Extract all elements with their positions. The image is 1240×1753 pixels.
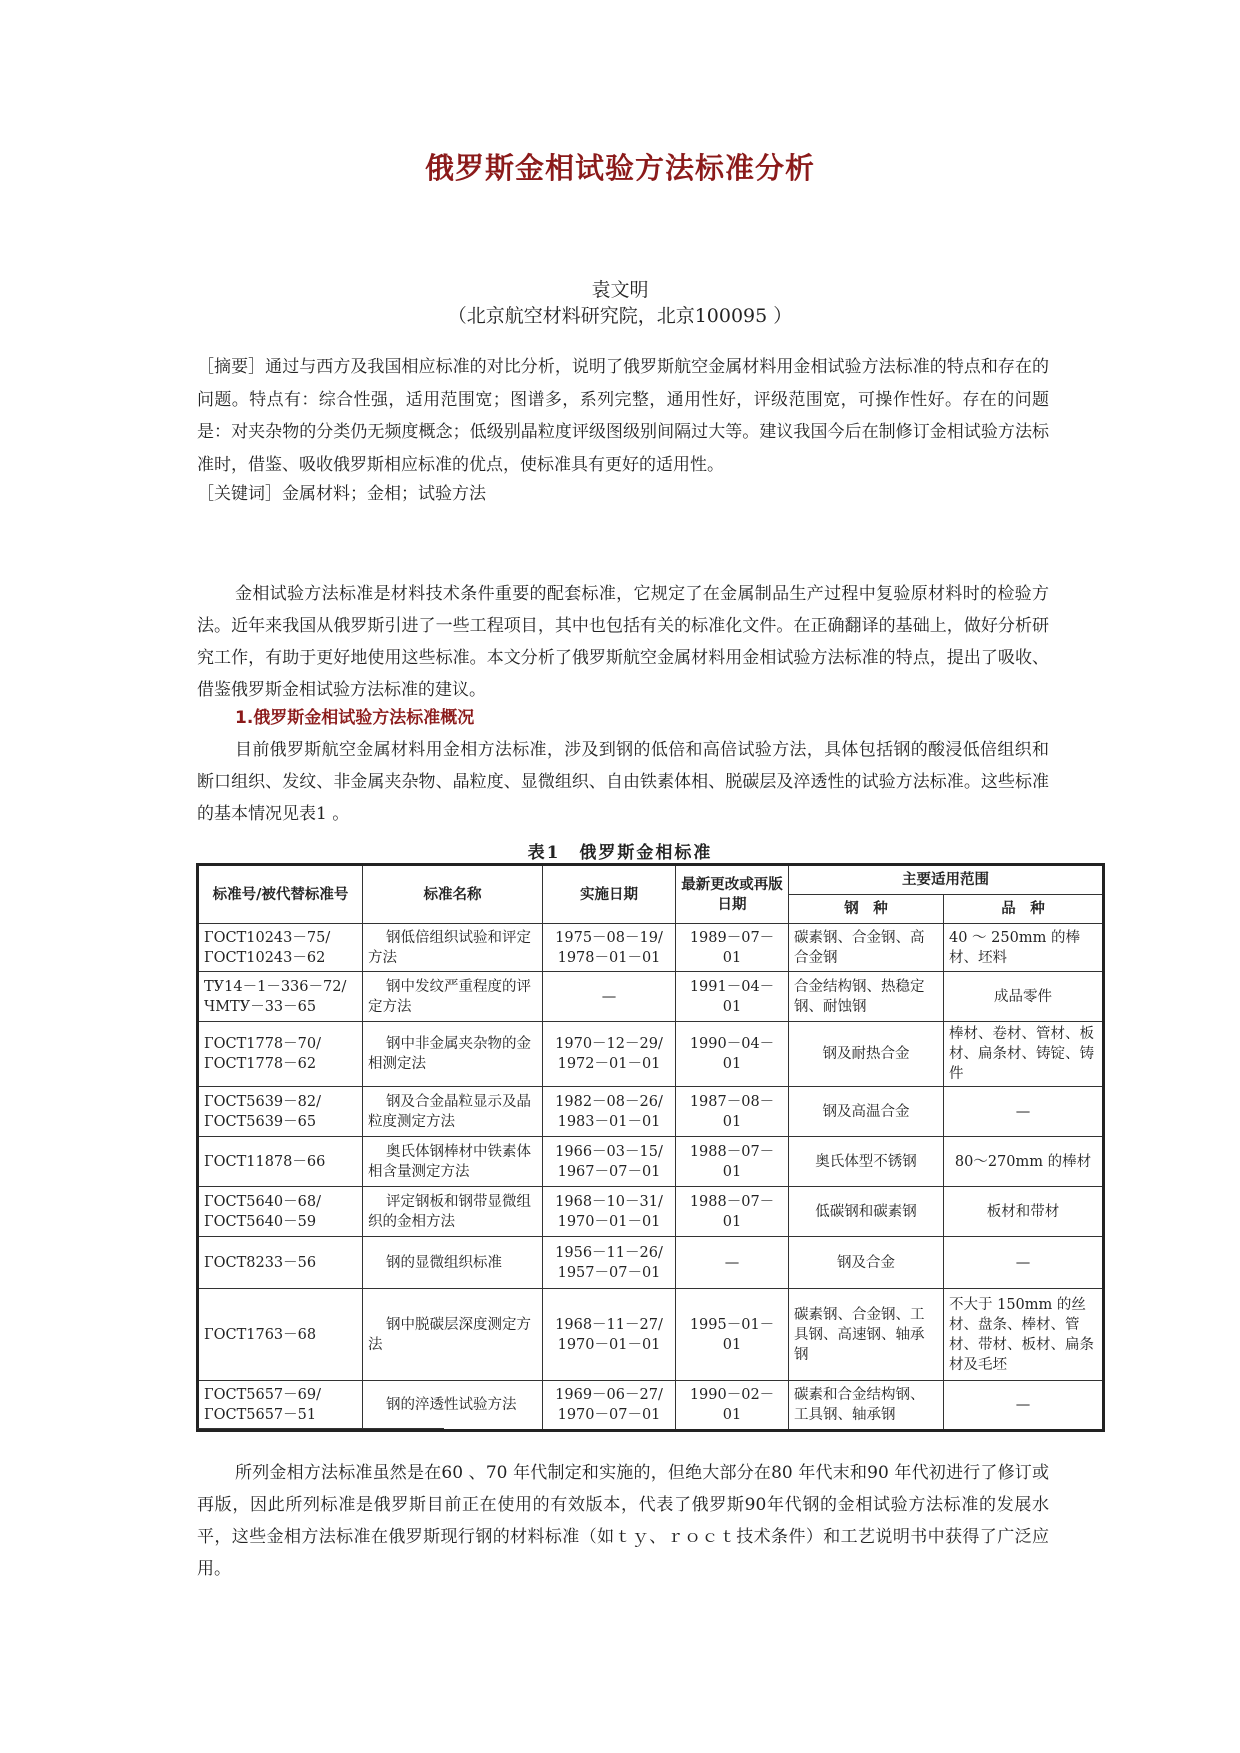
cell-date: —: [543, 972, 676, 1022]
cell-steel: 碳素钢、合金钢、高合金钢: [789, 924, 944, 972]
cell-revision: 1988－07－01: [676, 1137, 789, 1187]
cell-revision: 1990－02－01: [676, 1381, 789, 1431]
header-standard: 标准号/被代替标准号: [198, 865, 363, 924]
cell-standard: ТУ14－1－336－72/ ЧМТУ－33－65: [198, 972, 363, 1022]
cell-product: 不大于 150mm 的丝材、盘条、棒材、管材、带材、板材、扁条材及毛坯: [944, 1289, 1104, 1381]
cell-revision: 1987－08－01: [676, 1087, 789, 1137]
cell-revision: 1988－07－01: [676, 1187, 789, 1237]
cell-date: 1982－08－26/ 1983－01－01: [543, 1087, 676, 1137]
cell-standard: ГОСТ10243－75/ ГОСТ10243－62: [198, 924, 363, 972]
cell-name: 钢中发纹严重程度的评定方法: [363, 972, 543, 1022]
table-row: [198, 1137, 1104, 1187]
cell-standard: ГОСТ11878－66: [198, 1137, 363, 1187]
paragraph-overview: 目前俄罗斯航空金属材料用金相方法标准，涉及到钢的低倍和高倍试验方法，具体包括钢的酸浸低倍组织和断口组织、发纹、非金属夹杂物、晶粒度、显微组织、自由铁素体相、脱碳层及淬透性的试验方法标准。这些标准的基本情况见表1 。: [197, 740, 1049, 824]
author: 袁文明: [591, 279, 649, 301]
cell-steel: 碳素和合金结构钢、工具钢、轴承钢: [789, 1381, 944, 1431]
page-title: 俄罗斯金相试验方法标准分析: [424, 151, 815, 185]
cell-name: 钢的显微组织标准: [363, 1237, 543, 1289]
cell-standard: ГОСТ5640－68/ ГОСТ5640－59: [198, 1187, 363, 1237]
header-scope: 主要适用范围: [789, 865, 1104, 895]
cell-product: 40 ～ 250mm 的棒材、坯料: [944, 924, 1104, 972]
cell-standard: ГОСТ5657－69/ ГОСТ5657－51: [198, 1381, 363, 1431]
cell-product: 成品零件: [944, 972, 1104, 1022]
table-row: [198, 1087, 1104, 1137]
cell-product: —: [944, 1087, 1104, 1137]
cell-revision: —: [676, 1237, 789, 1289]
cell-standard: ГОСТ8233－56: [198, 1237, 363, 1289]
abstract: ［摘要］通过与西方及我国相应标准的对比分析，说明了俄罗斯航空金属材料用金相试验方法标准的特点和存在的问题。特点有：综合性强，适用范围宽；图谱多，系列完整，通用性好，评级范围宽，可操作性好。存在的问题是：对夹杂物的分类仍无频度概念；低级别晶粒度评级图级别间隔过大等。建议我国今后在制修订金相试验方法标准时，借鉴、吸收俄罗斯相应标准的优点，使标准具有更好的适用性。: [197, 357, 1049, 475]
table-row: [198, 1187, 1104, 1237]
cell-date: 1969－06－27/ 1970－07－01: [543, 1381, 676, 1431]
affiliation: （北京航空材料研究院，北京100095 ）: [447, 305, 793, 327]
cell-steel: 钢及高温合金: [789, 1087, 944, 1137]
cell-steel: 碳素钢、合金钢、工具钢、高速钢、轴承钢: [789, 1289, 944, 1381]
table-caption: 表1 俄罗斯金相标准: [527, 843, 713, 863]
header-steel: 钢 种: [789, 895, 944, 924]
table-row: [198, 1289, 1104, 1381]
table-row: [198, 1237, 1104, 1289]
cell-name: 钢中非金属夹杂物的金相测定法: [363, 1022, 543, 1087]
cell-date: 1956－11－26/ 1957－07－01: [543, 1237, 676, 1289]
table-row: [198, 1381, 1104, 1431]
cell-standard: ГОСТ1763－68: [198, 1289, 363, 1381]
cell-standard: ГОСТ5639－82/ ГОСТ5639－65: [198, 1087, 363, 1137]
cell-steel: 合金结构钢、热稳定钢、耐蚀钢: [789, 972, 944, 1022]
cell-revision: 1995－01－01: [676, 1289, 789, 1381]
cell-product: 板材和带材: [944, 1187, 1104, 1237]
cell-name: 钢低倍组织试验和评定方法: [363, 924, 543, 972]
cell-date: 1970－12－29/ 1972－01－01: [543, 1022, 676, 1087]
cell-name: 钢的淬透性试验方法: [363, 1381, 543, 1431]
cell-revision: 1991－04－01: [676, 972, 789, 1022]
paragraph-intro: 金相试验方法标准是材料技术条件重要的配套标准，它规定了在金属制品生产过程中复验原材料时的检验方法。近年来我国从俄罗斯引进了一些工程项目，其中也包括有关的标准化文件。在正确翻译的基础上，做好分析研究工作，有助于更好地使用这些标准。本文分析了俄罗斯航空金属材料用金相试验方法标准的特点，提出了吸收、借鉴俄罗斯金相试验方法标准的建议。: [197, 584, 1049, 700]
cell-product: 80～270mm 的棒材: [944, 1137, 1104, 1187]
cell-name: 钢中脱碳层深度测定方法: [363, 1289, 543, 1381]
table-row: [198, 1022, 1104, 1087]
cell-date: 1975－08－19/ 1978－01－01: [543, 924, 676, 972]
table-row: [198, 924, 1104, 972]
footnote-rule: [197, 1428, 444, 1429]
header-date: 实施日期: [543, 865, 676, 924]
cell-date: 1968－10－31/ 1970－01－01: [543, 1187, 676, 1237]
keywords: ［关键词］金属材料；金相；试验方法: [197, 484, 486, 504]
cell-name: 奥氏体钢棒材中铁素体相含量测定方法: [363, 1137, 543, 1187]
cell-date: 1968－11－27/ 1970－01－01: [543, 1289, 676, 1381]
cell-name: 钢及合金晶粒显示及晶粒度测定方法: [363, 1087, 543, 1137]
cell-steel: 钢及合金: [789, 1237, 944, 1289]
table-row: [198, 972, 1104, 1022]
cell-product: —: [944, 1237, 1104, 1289]
cell-steel: 低碳钢和碳素钢: [789, 1187, 944, 1237]
standards-table-container: [196, 863, 1102, 1432]
header-name: 标准名称: [363, 865, 543, 924]
cell-revision: 1990－04－01: [676, 1022, 789, 1087]
cell-revision: 1989－07－01: [676, 924, 789, 972]
cell-steel: 奥氏体型不锈钢: [789, 1137, 944, 1187]
cell-product: —: [944, 1381, 1104, 1431]
cell-name: 评定钢板和钢带显微组织的金相方法: [363, 1187, 543, 1237]
cell-standard: ГОСТ1778－70/ ГОСТ1778－62: [198, 1022, 363, 1087]
section-heading: 1.俄罗斯金相试验方法标准概况: [235, 708, 475, 728]
cell-product: 棒材、卷材、管材、板材、扁条材、铸锭、铸件: [944, 1022, 1104, 1087]
paragraph-conclusion: 所列金相方法标准虽然是在60 、70 年代制定和实施的，但绝大部分在80 年代末和90 年代初进行了修订或再版，因此所列标准是俄罗斯目前正在使用的有效版本，代表了俄罗斯90年代钢的金相试验方法标准的发展水平，这些金相方法标准在俄罗斯现行钢的材料标准（如ｔｙ、ｒｏｃｔ技术条件）和工艺说明书中获得了广泛应用。: [197, 1463, 1049, 1579]
cell-date: 1966－03－15/ 1967－07－01: [543, 1137, 676, 1187]
header-product: 品 种: [944, 895, 1104, 924]
standards-table: [196, 863, 1105, 1432]
table-header-row: [198, 865, 1104, 895]
header-revision: 最新更改或再版日期: [676, 865, 789, 924]
cell-steel: 钢及耐热合金: [789, 1022, 944, 1087]
